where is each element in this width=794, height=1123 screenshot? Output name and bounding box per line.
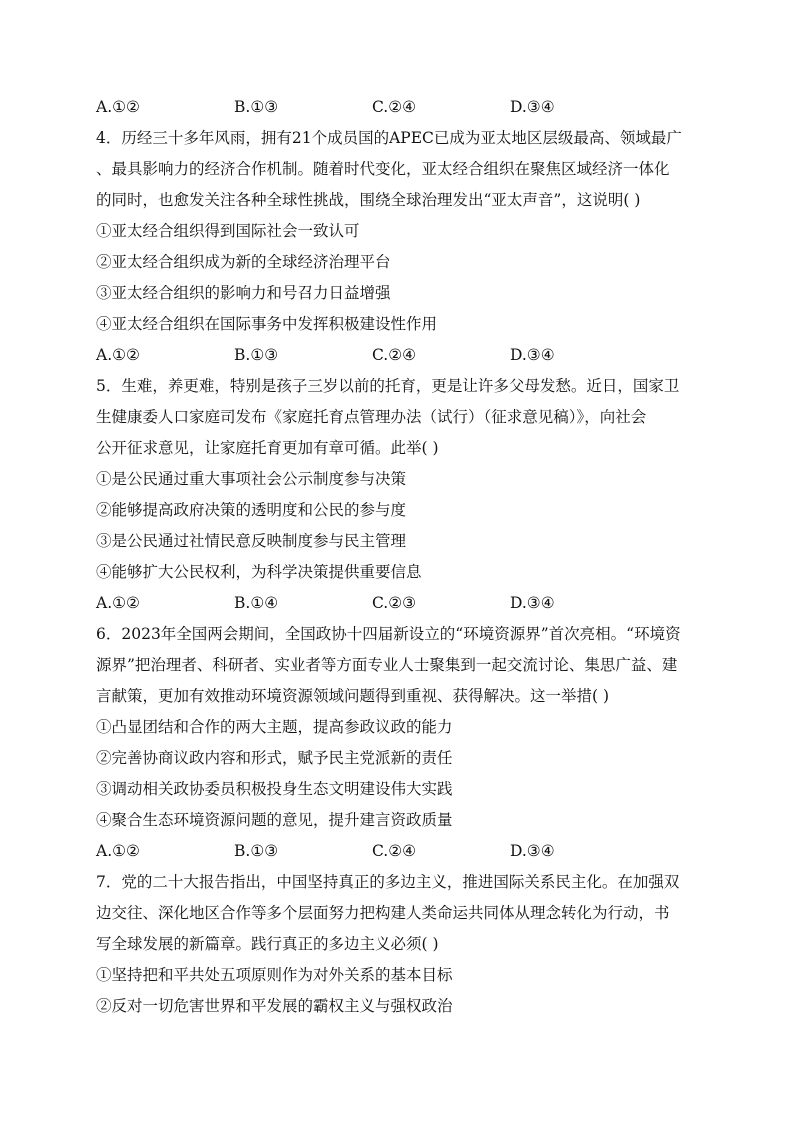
q5-stem-line: 公开征求意见，让家庭托育更加有章可循。此举( ) — [96, 439, 439, 457]
q4-option-a: A.①② — [96, 346, 140, 364]
q5-item-3: ③是公民通过社情民意反映制度参与民主管理 — [96, 532, 407, 550]
q7-stem-line: 边交往、深化地区合作等多个层面努力把构建人类命运共同体从理念转化为行动，书 — [96, 904, 670, 922]
question-4 — [96, 123, 706, 371]
q6-option-c: C.②④ — [372, 842, 417, 860]
q7-stem-line: 写全球发展的新篇章。践行真正的多边主义必须( ) — [96, 935, 439, 953]
q6-item-3: ③调动相关政协委员积极投身生态文明建设伟大实践 — [96, 780, 453, 798]
q7-stem-line: 7．党的二十大报告指出，中国坚持真正的多边主义，推进国际关系民主化。在加强双 — [96, 873, 680, 891]
exam-page — [96, 92, 706, 1022]
q4-option-b: B.①③ — [234, 346, 279, 364]
q4-option-d: D.③④ — [510, 346, 555, 364]
q6-option-a: A.①② — [96, 842, 140, 860]
question-7 — [96, 867, 706, 1022]
q4-options — [96, 340, 706, 371]
q3-option-d: D.③④ — [510, 98, 555, 116]
q5-item-1: ①是公民通过重大事项社会公示制度参与决策 — [96, 470, 407, 488]
q3-option-b: B.①③ — [234, 98, 279, 116]
q4-stem-line: 4．历经三十多年风雨，拥有21个成员国的APEC已成为亚太地区层级最高、领域最广 — [96, 129, 682, 147]
q6-options — [96, 836, 706, 867]
q3-option-a: A.①② — [96, 98, 140, 116]
q5-option-a: A.①② — [96, 594, 140, 612]
q4-item-4: ④亚太经合组织在国际事务中发挥积极建设性作用 — [96, 315, 438, 333]
question-6 — [96, 619, 706, 867]
q6-option-d: D.③④ — [510, 842, 555, 860]
q5-stem-line: 生健康委人口家庭司发布《家庭托育点管理办法（试行）（征求意见稿）》，向社会 — [96, 408, 647, 426]
q7-item-1: ①坚持把和平共处五项原则作为对外关系的基本目标 — [96, 966, 453, 984]
q5-options — [96, 588, 706, 619]
q4-stem-line: 的同时，也愈发关注各种全球性挑战，围绕全球治理发出“亚太声音”，这说明( ) — [96, 191, 641, 209]
q4-option-c: C.②④ — [372, 346, 417, 364]
q6-item-2: ②完善协商议政内容和形式，赋予民主党派新的责任 — [96, 749, 453, 767]
q4-item-2: ②亚太经合组织成为新的全球经济治理平台 — [96, 253, 391, 271]
q5-option-c: C.②③ — [372, 594, 417, 612]
q6-stem-line: 言献策，更加有效推动环境资源领域问题得到重视、获得解决。这一举措( ) — [96, 687, 610, 705]
q6-item-1: ①凸显团结和合作的两大主题，提高参政议政的能力 — [96, 718, 453, 736]
q3-options — [96, 92, 706, 123]
q6-stem-line: 源界”把治理者、科研者、实业者等方面专业人士聚集到一起交流讨论、集思广益、建 — [96, 656, 678, 674]
q6-item-4: ④聚合生态环境资源问题的意见，提升建言资政质量 — [96, 811, 453, 829]
q7-item-2: ②反对一切危害世界和平发展的霸权主义与强权政治 — [96, 997, 453, 1015]
q6-stem-line: 6．2023年全国两会期间，全国政协十四届新设立的“环境资源界”首次亮相。“环境资 — [96, 625, 681, 643]
q4-item-3: ③亚太经合组织的影响力和号召力日益增强 — [96, 284, 391, 302]
q3-option-c: C.②④ — [372, 98, 417, 116]
question-5 — [96, 371, 706, 619]
q5-item-2: ②能够提高政府决策的透明度和公民的参与度 — [96, 501, 407, 519]
q6-option-b: B.①③ — [234, 842, 279, 860]
q5-option-b: B.①④ — [234, 594, 279, 612]
q4-stem-line: 、最具影响力的经济合作机制。随着时代变化，亚太经合组织在聚焦区域经济一体化 — [96, 160, 670, 178]
q5-option-d: D.③④ — [510, 594, 555, 612]
q5-item-4: ④能够扩大公民权利，为科学决策提供重要信息 — [96, 563, 422, 581]
q5-stem-line: 5．生难，养更难，特别是孩子三岁以前的托育，更是让许多父母发愁。近日，国家卫 — [96, 377, 680, 395]
q4-item-1: ①亚太经合组织得到国际社会一致认可 — [96, 222, 360, 240]
